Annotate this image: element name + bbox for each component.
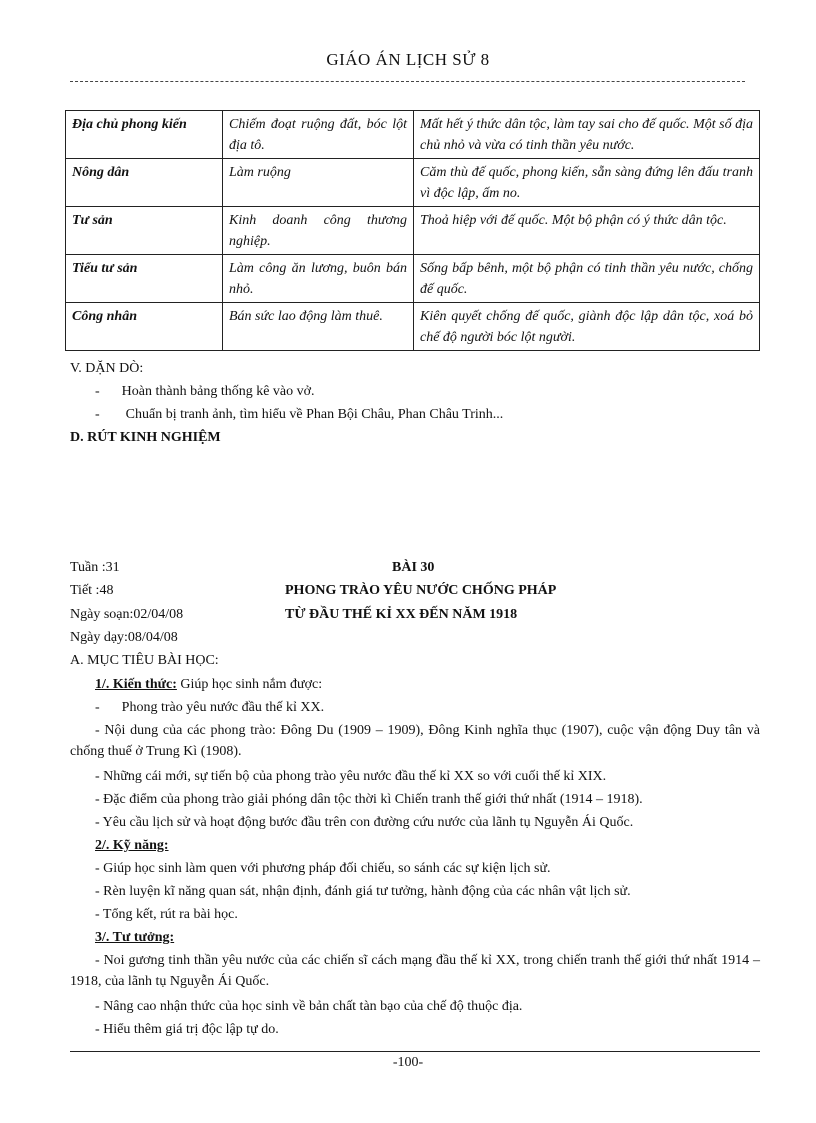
knowledge-item: - Phong trào yêu nước đầu thế kỉ XX. bbox=[95, 700, 325, 715]
lesson-number: BÀI 30 bbox=[392, 560, 435, 575]
table-row bbox=[66, 111, 760, 159]
prepared-date: Ngày soạn:02/04/08 bbox=[70, 607, 184, 622]
homework-item-text: Hoàn thành bảng thống kê vào vở. bbox=[121, 384, 315, 399]
knowledge-item: - Yêu cầu lịch sử và hoạt động bước đầu trên con đường cứu nước của lãnh tụ Nguyễn Ái Quốc. bbox=[95, 815, 634, 830]
experience-heading: D. RÚT KINH NGHIỆM bbox=[70, 430, 221, 445]
knowledge-intro: Giúp học sinh nắm được: bbox=[176, 677, 323, 692]
attitude-item: - Nâng cao nhận thức của học sinh về bản chất tàn bạo của chế độ thuộc địa. bbox=[95, 999, 523, 1014]
footer-divider bbox=[70, 1051, 760, 1052]
knowledge-item-text: Phong trào yêu nước đầu thế kỉ XX. bbox=[121, 700, 325, 715]
class-name-cell: Nông dân bbox=[66, 159, 223, 207]
knowledge-item-text: Những cái mới, sự tiến bộ của phong trào yêu nước đầu thế kỉ XX so với cuối thế kỉ XIX. bbox=[103, 769, 607, 784]
class-name-cell: Tiểu tư sản bbox=[66, 255, 223, 303]
class-action-cell: Bán sức lao động làm thuê. bbox=[223, 303, 414, 351]
class-action-cell: Kinh doanh công thương nghiệp. bbox=[223, 207, 414, 255]
attitude-item: - Noi gương tinh thần yêu nước của các chiến sĩ cách mạng đầu thế kỉ XX, trong chiến tranh thế giới thứ nhất 1914 – 1918, của lãnh tụ Nguyễn Ái Quốc. bbox=[70, 953, 760, 989]
period-label: Tiết :48 bbox=[70, 583, 114, 598]
table-row bbox=[66, 303, 760, 351]
lesson-title-line1: PHONG TRÀO YÊU NƯỚC CHỐNG PHÁP bbox=[285, 583, 557, 598]
table-row bbox=[66, 207, 760, 255]
homework-item: - Chuẩn bị tranh ảnh, tìm hiểu về Phan Bội Châu, Phan Châu Trinh... bbox=[95, 407, 504, 422]
homework-item: - Hoàn thành bảng thống kê vào vở. bbox=[95, 384, 315, 399]
skills-item: - Giúp học sinh làm quen với phương pháp đối chiếu, so sánh các sự kiện lịch sử. bbox=[95, 861, 551, 876]
page-number: -100- bbox=[392, 1055, 424, 1070]
class-action-cell: Làm công ăn lương, buôn bán nhỏ. bbox=[223, 255, 414, 303]
class-attitude-cell: Thoả hiệp với đế quốc. Một bộ phận có ý thức dân tộc. bbox=[414, 207, 760, 255]
class-name-cell: Công nhân bbox=[66, 303, 223, 351]
class-action-cell: Chiếm đoạt ruộng đất, bóc lột địa tô. bbox=[223, 111, 414, 159]
social-classes-table bbox=[65, 110, 760, 351]
attitude-item: - Hiểu thêm giá trị độc lập tự do. bbox=[95, 1022, 279, 1037]
taught-date: Ngày dạy:08/04/08 bbox=[70, 630, 178, 645]
class-attitude-cell: Mất hết ý thức dân tộc, làm tay sai cho đế quốc. Một số địa chủ nhỏ và vừa có tinh thần yêu nước. bbox=[414, 111, 760, 159]
knowledge-label: 1/. Kiến thức: bbox=[95, 677, 177, 692]
knowledge-item: - Đặc điểm của phong trào giải phóng dân tộc thời kì Chiến tranh thế giới thứ nhất (1914 – 1918). bbox=[95, 792, 643, 807]
class-name-cell: Địa chủ phong kiến bbox=[66, 111, 223, 159]
knowledge-item-text: Nội dung của các phong trào: Đông Du (1909 – 1909), Đông Kinh nghĩa thục (1907), cuộc vận động Duy tân và chống thuế ở Trung Kì (1908). bbox=[70, 723, 760, 759]
class-action-cell: Làm ruộng bbox=[223, 159, 414, 207]
skills-item: - Rèn luyện kĩ năng quan sát, nhận định, đánh giá tư tưởng, hành động của các nhân vật lịch sử. bbox=[95, 884, 631, 899]
table-row bbox=[66, 159, 760, 207]
lesson-title-line2: TỪ ĐẦU THẾ KỈ XX ĐẾN NĂM 1918 bbox=[285, 607, 518, 622]
objectives-heading: A. MỤC TIÊU BÀI HỌC: bbox=[70, 653, 219, 668]
knowledge-line bbox=[95, 674, 322, 695]
page-header-title: GIÁO ÁN LỊCH SỬ 8 bbox=[326, 50, 490, 69]
attitude-item-text: Hiểu thêm giá trị độc lập tự do. bbox=[103, 1022, 279, 1037]
knowledge-item: - Những cái mới, sự tiến bộ của phong trào yêu nước đầu thế kỉ XX so với cuối thế kỉ XIX. bbox=[95, 769, 607, 784]
attitude-item-text: Nâng cao nhận thức của học sinh về bản chất tàn bạo của chế độ thuộc địa. bbox=[103, 999, 523, 1014]
week-label: Tuần :31 bbox=[70, 560, 120, 575]
class-name-cell: Tư sản bbox=[66, 207, 223, 255]
skills-item-text: Rèn luyện kĩ năng quan sát, nhận định, đánh giá tư tưởng, hành động của các nhân vật lịch sử. bbox=[103, 884, 631, 899]
skills-item-text: Tổng kết, rút ra bài học. bbox=[102, 907, 238, 922]
class-attitude-cell: Sống bấp bênh, một bộ phận có tinh thần yêu nước, chống đế quốc. bbox=[414, 255, 760, 303]
class-attitude-cell: Kiên quyết chống đế quốc, giành độc lập dân tộc, xoá bỏ chế độ người bóc lột người. bbox=[414, 303, 760, 351]
class-attitude-cell: Căm thù đế quốc, phong kiến, sẵn sàng đứng lên đấu tranh vì độc lập, ấm no. bbox=[414, 159, 760, 207]
skills-item: - Tổng kết, rút ra bài học. bbox=[95, 907, 238, 922]
knowledge-item-text: Đặc điểm của phong trào giải phóng dân tộc thời kì Chiến tranh thế giới thứ nhất (1914 – 1918). bbox=[103, 792, 643, 807]
homework-item-text: Chuẩn bị tranh ảnh, tìm hiểu về Phan Bội Châu, Phan Châu Trinh... bbox=[125, 407, 504, 422]
homework-heading: V. DẶN DÒ: bbox=[70, 361, 144, 376]
knowledge-item-text: Yêu cầu lịch sử và hoạt động bước đầu trên con đường cứu nước của lãnh tụ Nguyễn Ái Quốc. bbox=[102, 815, 634, 830]
skills-label: 2/. Kỹ năng: bbox=[95, 838, 169, 853]
knowledge-item: - Nội dung của các phong trào: Đông Du (1909 – 1909), Đông Kinh nghĩa thục (1907), cuộc vận động Duy tân và chống thuế ở Trung Kì (1908). bbox=[70, 723, 760, 759]
attitude-label: 3/. Tư tưởng: bbox=[95, 930, 175, 945]
attitude-item-text: Noi gương tinh thần yêu nước của các chiến sĩ cách mạng đầu thế kỉ XX, trong chiến tranh thế giới thứ nhất 1914 – 1918, của lãnh tụ Nguyễn Ái Quốc. bbox=[70, 953, 760, 989]
skills-item-text: Giúp học sinh làm quen với phương pháp đối chiếu, so sánh các sự kiện lịch sử. bbox=[103, 861, 551, 876]
header-divider bbox=[70, 81, 745, 82]
table-row bbox=[66, 255, 760, 303]
